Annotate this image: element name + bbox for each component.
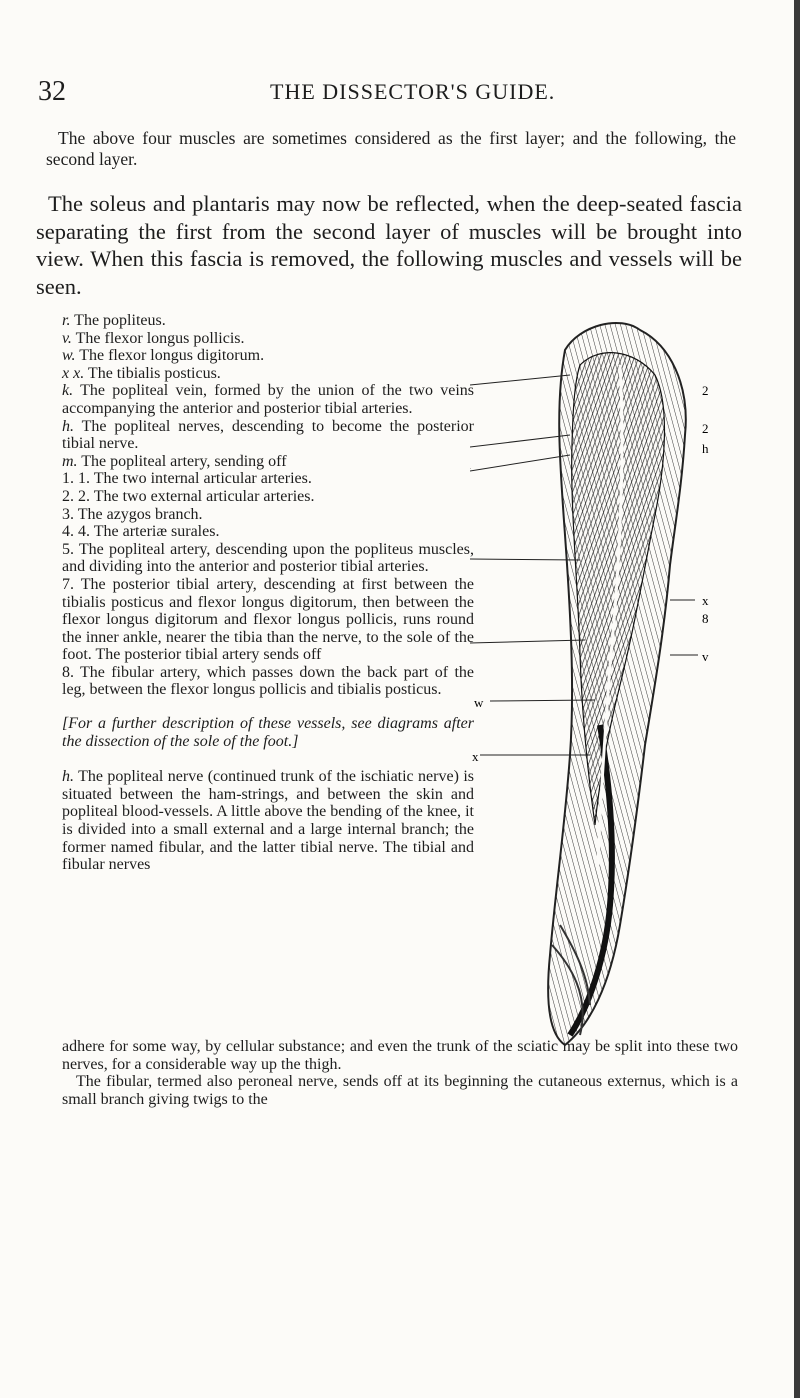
- leader-line: [470, 455, 570, 471]
- legend-item: w. The flexor longus digitorum.: [62, 347, 265, 365]
- legend-item: m. The popliteal artery, sending off: [62, 452, 287, 470]
- leader-line: [470, 375, 570, 385]
- page-number: 32: [38, 76, 66, 107]
- callout-right: 2: [702, 383, 709, 398]
- legend-item: 5. The popliteal artery, descending upon the popliteus muscles, and dividing into the anterior and posterior tibial arteries.: [62, 540, 474, 576]
- running-header: [38, 76, 758, 116]
- callout-left: x: [472, 749, 479, 764]
- legend-item: 7. The posterior tibial artery, descending at first between the tibialis posticus and flexor longus digitorum, then between the flexor longus digitorum and flexor longus pollicis, runs round the inner ankle, nearer the tibia than the nerve, to the sole of the foot. The posterior tibial artery sends off: [62, 575, 475, 664]
- leader-line: [470, 435, 570, 447]
- legend-item: v. The flexor longus pollicis.: [62, 329, 245, 347]
- intro-paragraph: The above four muscles are sometimes considered as the first layer; and the following, the second layer.: [46, 128, 736, 169]
- legend-item: 2. 2. The two external articular arteries.: [62, 487, 315, 505]
- callout-right: v: [702, 649, 709, 664]
- legend-item: h. The popliteal nerves, descending to become the posterior tibial nerve.: [62, 417, 474, 453]
- legend-item: 1. 1. The two internal articular arteries.: [62, 470, 312, 488]
- legend-item: x x. The tibialis posticus.: [62, 364, 221, 382]
- legend-item: k. The popliteal vein, formed by the union of the two veins accompanying the anterior and posterior tibial arteries.: [62, 382, 474, 417]
- popliteal-nerve-continuation: adhere for some way, by cellular substance; and even the trunk of the sciatic may be split into these two nerves, for a considerable way up the thigh.: [62, 1038, 738, 1073]
- callout-left: [470, 459, 471, 474]
- leader-line: [470, 640, 585, 643]
- callout-left: [470, 377, 471, 392]
- leg-dissection-figure: [470, 305, 750, 1065]
- callout-right: h: [702, 441, 709, 456]
- leader-line: [470, 559, 580, 560]
- running-title: THE DISSECTOR'S GUIDE.: [270, 79, 556, 104]
- figure-note: [For a further description of these vessels, see diagrams after the dissection of the sole of the foot.]: [62, 715, 474, 750]
- legend-item: 4. 4. The arteriæ surales.: [62, 523, 220, 541]
- legend-item: 3. The azygos branch.: [62, 505, 203, 523]
- callout-left: [470, 551, 471, 566]
- page-edge-shadow: [794, 0, 800, 1398]
- callout-left: [470, 419, 471, 434]
- legend-item: r. The popliteus.: [62, 312, 166, 329]
- legend-column: [62, 312, 474, 874]
- callout-left: [470, 439, 471, 454]
- fibular-nerve-paragraph: The fibular, termed also peroneal nerve, sends off at its beginning the cutaneous externus, which is a small branch giving twigs to the: [62, 1073, 738, 1108]
- callout-right: 8: [702, 611, 709, 626]
- callout-right: x: [702, 593, 709, 608]
- lead-paragraph: The soleus and plantaris may now be reflected, when the deep-seated fascia separating the first from the second layer of muscles will be brought into view. When this fascia is removed, the following muscles and vessels will be seen.: [36, 191, 742, 299]
- callout-right: 2: [702, 421, 709, 436]
- callout-left: w: [474, 695, 484, 710]
- legend-item: 8. The fibular artery, which passes down the back part of the leg, between the flexor longus pollicis and tibialis posticus.: [62, 663, 474, 699]
- popliteal-nerve-paragraph: h. The popliteal nerve (continued trunk of the ischiatic nerve) is situated between the ham-strings, and between the skin and popliteal blood-vessels. A little above the bending of the knee, it is divided into a small external and a large internal branch; the former named fibular, and the latter tibial nerve. The tibial and fibular nerves: [62, 768, 474, 874]
